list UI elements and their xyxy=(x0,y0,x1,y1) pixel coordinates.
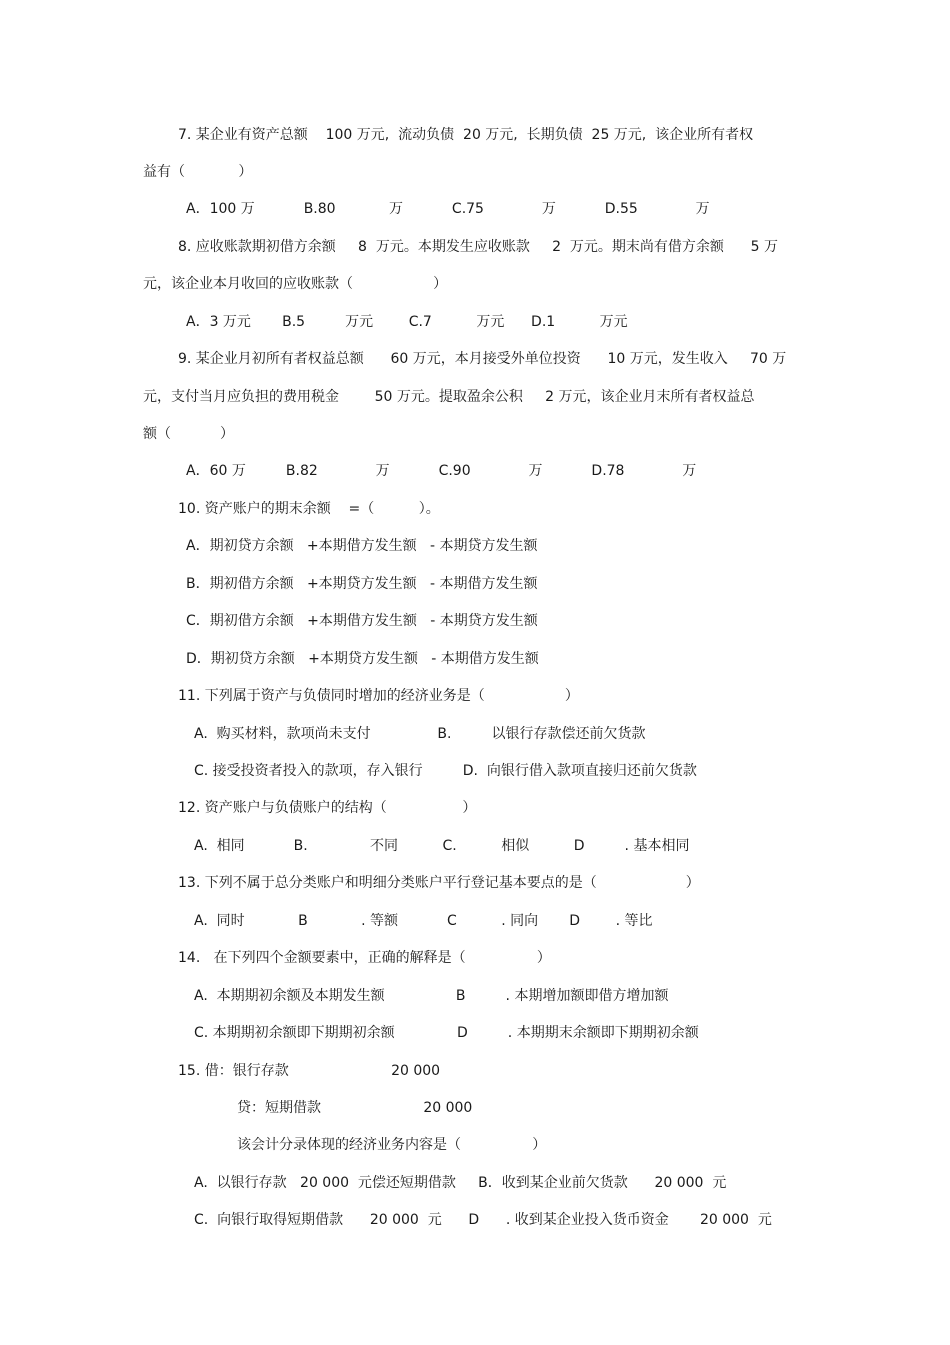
question-10-stem: 10. 资产账户的期末余额 =（ ）。 xyxy=(178,501,440,517)
question-10-option-b: B．期初借方余额 +本期贷方发生额 - 本期借方发生额 xyxy=(186,576,538,592)
question-7-stem-cont: 益有（ ） xyxy=(143,164,253,180)
question-15-debit-entry: 15. 借：银行存款 20 000 xyxy=(178,1063,441,1079)
question-14-options-ab: A. 本期期初余额及本期发生额 B . 本期增加额即借方增加额 xyxy=(194,988,669,1004)
question-11-options-cd: C. 接受投资者投入的款项，存入银行 D. 向银行借入款项直接归还前欠货款 xyxy=(194,763,697,779)
question-13-stem: 13. 下列不属于总分类账户和明细分类账户平行登记基本要点的是（ ） xyxy=(178,875,700,891)
question-15-credit-entry: 贷：短期借款 20 000 xyxy=(237,1100,473,1116)
question-8-stem-cont: 元，该企业本月收回的应收账款（ ） xyxy=(143,276,448,292)
question-15-stem: 该会计分录体现的经济业务内容是（ ） xyxy=(237,1137,547,1153)
question-12-options: A. 相同 B. 不同 C. 相似 D . 基本相同 xyxy=(194,838,690,854)
question-7-stem: 7. 某企业有资产总额 100 万元, 流动负债 20 万元, 长期负债 25 万元, 该企业所有者权 xyxy=(178,127,754,143)
question-8-stem: 8. 应收账款期初借方余额 8 万元。本期发生应收账款 2 万元。期末尚有借方余额 5 万 xyxy=(178,239,778,255)
question-9-stem-cont-2: 额（ ） xyxy=(143,426,234,442)
question-9-stem-cont: 元，支付当月应负担的费用税金 50 万元。提取盈余公积 2 万元，该企业月末所有者权益总 xyxy=(143,389,755,405)
question-10-option-c: C．期初借方余额 +本期借方发生额 - 本期贷方发生额 xyxy=(186,613,538,629)
question-10-option-a: A．期初贷方余额 +本期借方发生额 - 本期贷方发生额 xyxy=(186,538,538,554)
question-14-stem: 14. 在下列四个金额要素中，正确的解释是（ ） xyxy=(178,950,551,966)
question-14-options-cd: C. 本期期初余额即下期期初余额 D . 本期期末余额即下期期初余额 xyxy=(194,1025,699,1041)
question-15-options-cd: C. 向银行取得短期借款 20 000 元 D . 收到某企业投入货币资金 20 000 元 xyxy=(194,1212,772,1228)
question-9-options: A．60 万 B.82 万 C.90 万 D.78 万 xyxy=(186,463,697,479)
question-9-stem: 9. 某企业月初所有者权益总额 60 万元，本月接受外单位投资 10 万元，发生收入 70 万 xyxy=(178,351,787,367)
question-15-options-ab: A. 以银行存款 20 000 元偿还短期借款 B．收到某企业前欠货款 20 000 元 xyxy=(194,1175,727,1191)
question-10-option-d: D．期初贷方余额 +本期贷方发生额 - 本期借方发生额 xyxy=(186,651,539,667)
question-12-stem: 12. 资产账户与负债账户的结构（ ） xyxy=(178,800,477,816)
question-11-options-ab: A. 购买材料，款项尚未支付 B. 以银行存款偿还前欠货款 xyxy=(194,726,646,742)
question-8-options: A．3 万元 B.5 万元 C.7 万元 D.1 万元 xyxy=(186,314,628,330)
question-7-options: A．100 万 B.80 万 C.75 万 D.55 万 xyxy=(186,201,710,217)
question-11-stem: 11. 下列属于资产与负债同时增加的经济业务是（ ） xyxy=(178,688,579,704)
question-13-options: A. 同时 B . 等额 C . 同向 D . 等比 xyxy=(194,913,653,929)
